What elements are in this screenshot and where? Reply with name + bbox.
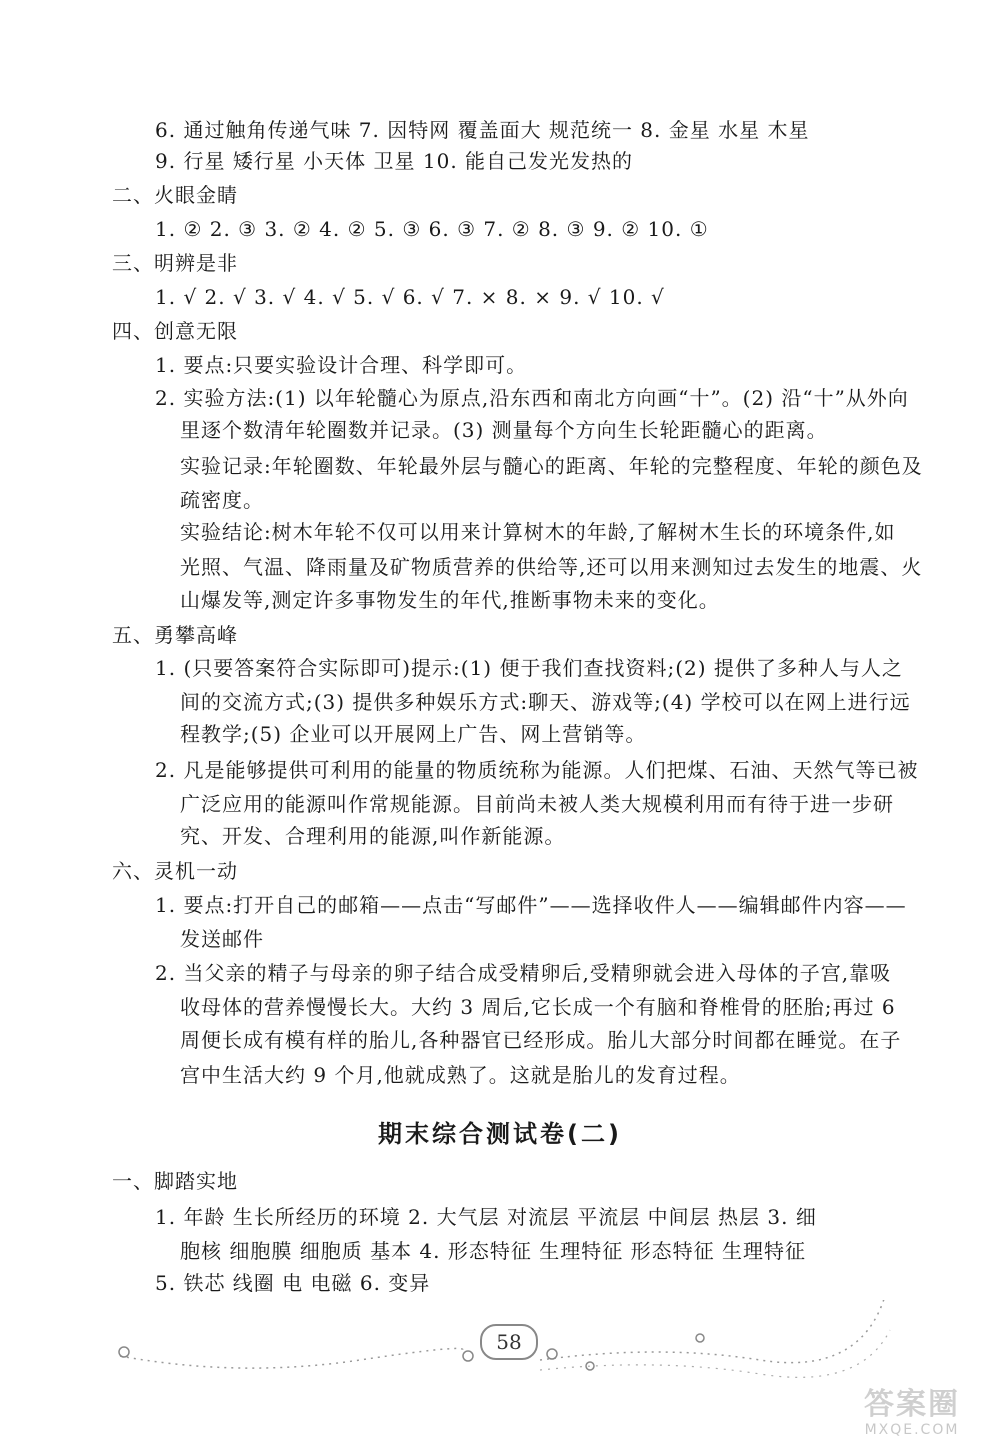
- answer-line: 周便长成有模有样的胎儿,各种器官已经形成。胎儿大部分时间都在睡觉。在子: [180, 1028, 902, 1052]
- answer-line: 广泛应用的能源叫作常规能源。目前尚未被人类大规模利用而有待于进一步研: [180, 792, 894, 816]
- answer-line: 2. 实验方法:(1) 以年轮髓心为原点,沿东西和南北方向画“十”。(2) 沿“十”从外向: [155, 386, 909, 410]
- section-title: 期末综合测试卷(二): [378, 1120, 622, 1148]
- answer-line: 宫中生活大约 9 个月,他就成熟了。这就是胎儿的发育过程。: [180, 1063, 741, 1087]
- answer-line: 究、开发、合理利用的能源,叫作新能源。: [180, 824, 566, 848]
- section-heading: 六、灵机一动: [112, 859, 238, 883]
- answer-line: 疏密度。: [180, 488, 264, 512]
- answer-line: 6. 通过触角传递气味 7. 因特网 覆盖面大 规范统一 8. 金星 水星 木星: [155, 118, 810, 142]
- answer-line: 实验记录:年轮圈数、年轮最外层与髓心的距离、年轮的完整程度、年轮的颜色及: [180, 454, 923, 478]
- answer-line: 山爆发等,测定许多事物发生的年代,推断事物未来的变化。: [180, 588, 720, 612]
- answer-line: 实验结论:树木年轮不仅可以用来计算树木的年龄,了解树木生长的环境条件,如: [180, 520, 896, 544]
- answer-line: 里逐个数清年轮圈数并记录。(3) 测量每个方向生长轮距髓心的距离。: [180, 418, 828, 442]
- answer-line: 1. 要点:只要实验设计合理、科学即可。: [155, 353, 528, 377]
- answer-line: 胞核 细胞膜 细胞质 基本 4. 形态特征 生理特征 形态特征 生理特征: [180, 1239, 806, 1263]
- page-number: 58: [480, 1324, 538, 1360]
- answer-line: 1. 年龄 生长所经历的环境 2. 大气层 对流层 平流层 中间层 热层 3. 细: [155, 1205, 817, 1229]
- watermark-url: MXQE.COM: [864, 1422, 960, 1438]
- answer-line: 光照、气温、降雨量及矿物质营养的供给等,还可以用来测知过去发生的地震、火: [180, 555, 923, 579]
- answer-line: 1. (只要答案符合实际即可)提示:(1) 便于我们查找资料;(2) 提供了多种人与人之: [155, 656, 903, 680]
- answer-line: 间的交流方式;(3) 提供多种娱乐方式:聊天、游戏等;(4) 学校可以在网上进行远: [180, 690, 911, 714]
- answer-line: 2. 当父亲的精子与母亲的卵子结合成受精卵后,受精卵就会进入母体的子宫,靠吸: [155, 961, 892, 985]
- section-heading: 四、创意无限: [112, 319, 238, 343]
- answer-line: 程教学;(5) 企业可以开展网上广告、网上营销等。: [180, 722, 647, 746]
- watermark-text: 答案圈: [864, 1387, 960, 1422]
- section-heading: 二、火眼金睛: [112, 183, 238, 207]
- section-heading: 五、勇攀高峰: [112, 623, 238, 647]
- answer-line: 收母体的营养慢慢长大。大约 3 周后,它长成一个有脑和脊椎骨的胚胎;再过 6: [180, 995, 896, 1019]
- answer-line: 5. 铁芯 线圈 电 电磁 6. 变异: [155, 1271, 431, 1295]
- section-heading: 一、脚踏实地: [112, 1169, 238, 1193]
- answer-line: 1. √ 2. √ 3. √ 4. √ 5. √ 6. √ 7. × 8. × 9. √ 10. √: [155, 285, 665, 309]
- section-heading: 三、明辨是非: [112, 251, 238, 275]
- answer-line: 2. 凡是能够提供可利用的能量的物质统称为能源。人们把煤、石油、天然气等已被: [155, 758, 919, 782]
- page-footer: [100, 1300, 900, 1410]
- watermark-logo: [832, 1388, 992, 1444]
- answer-line: 发送邮件: [180, 927, 264, 951]
- answer-line: 1. ② 2. ③ 3. ② 4. ② 5. ③ 6. ③ 7. ② 8. ③ 9. ② 10. ①: [155, 217, 709, 241]
- answer-line: 9. 行星 矮行星 小天体 卫星 10. 能自己发光发热的: [155, 149, 634, 173]
- answer-line: 1. 要点:打开自己的邮箱——点击“写邮件”——选择收件人——编辑邮件内容——: [155, 893, 907, 917]
